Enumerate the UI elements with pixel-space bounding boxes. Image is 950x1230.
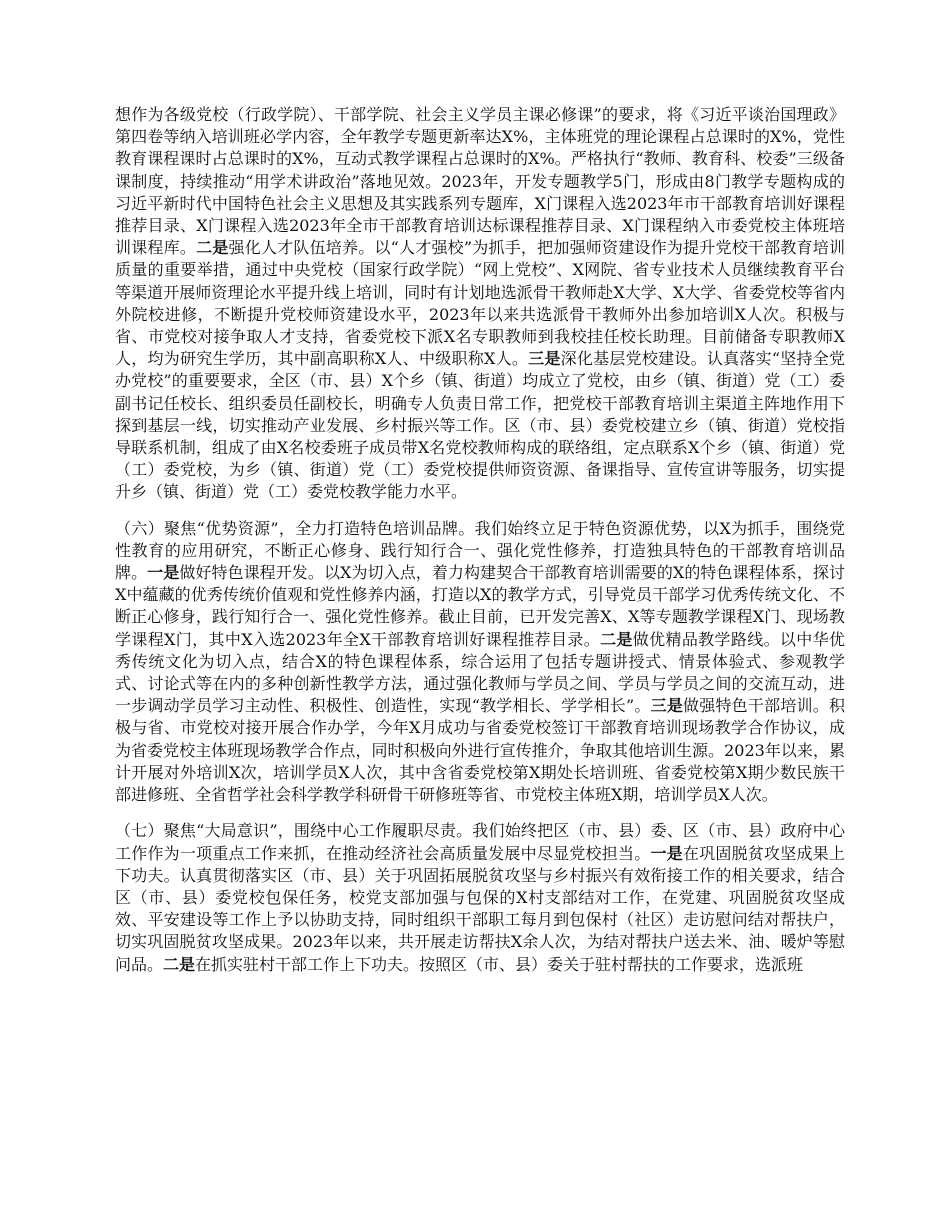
paragraph-text: （六）聚焦“优势资源”，全力打造特色培训品牌。我们始终立足于特色资源优势，以X为抓手，围绕党性教育的应用研究，不断正心修身、践行知行合一、强化党性修养，打造独具特色的干部教育培训品牌。 — [115, 518, 845, 583]
bold-lead-2: 二是 — [196, 238, 229, 258]
paragraph-text: （七）聚焦“大局意识”，围绕中心工作履职尽责。我们始终把区（市、县）委、区（市、县）政府中心工作作为一项重点工作来抓，在推动经济社会高质量发展中尽显党校担当。 — [115, 821, 845, 863]
paragraph-text: 做强特色干部培训。积极与省、市党校对接开展合作办学，今年X月成功与省委党校签订干部教育培训现场教学合作协议，成为省委党校主体班现场教学合作点，同时积极向外进行宣传推介，争取其他培训生源。2023年以来，累计开展对外培训X次，培训学员X人次，其中含省委党校第X期处长培训班、省委党校第X期少数民族干部进修班、全省哲学社会科学教学科研骨干研修班等省、市党校主体班X期，培训学员X人次。 — [115, 696, 845, 805]
bold-lead-3: 三是 — [650, 696, 684, 716]
paragraph-text: 强化人才队伍培养。以“人才强校”为抓手，把加强师资建设作为提升党校干部教育培训质量的重要举措，通过中央党校（国家行政学院）“网上党校”、X网院、省专业技术人员继续教育平台等渠道开展师资理论水平提升线上培训，同时有计划地选派骨干教师赴X大学、X大学、省委党校等省内外院校进修，不断提升党校师资建设水平，2023年以来共选派骨干教师外出参加培训X人次。积极与省、市党校对接争取人才支持，省委党校下派X名专职教师到我校挂任校长助理。目前储备专职教师X人，均为研究生学历，其中副高职称X人、中级职称X人。 — [115, 238, 845, 369]
paragraph-text: 在抓实驻村干部工作上下功夫。按照区（市、县）委关于驻村帮扶的工作要求，选派班 — [195, 954, 804, 974]
paragraph-text: 做优精品教学路线。以中华优秀传统文化为切入点，结合X的特色课程体系，综合运用了包括专题讲授式、情景体验式、参观教学式、讨论式等在内的多种创新性教学方法，通过强化教师与学员之间、学员与学员之间的交流互动，进一步调动学员学习主动性、积极性、创造性，实现“教学相长、学学相长”。 — [115, 629, 845, 716]
paragraph-section-7 — [115, 820, 845, 975]
paragraph-talent-and-grassroots — [115, 104, 845, 504]
paragraph-text: 在巩固脱贫攻坚成果上下功夫。认真贯彻落实区（市、县）关于巩固拓展脱贫攻坚与乡村振兴有效衔接工作的相关要求，结合区（市、县）委党校包保任务，校党支部加强与包保的X村支部结对工作，在党建、巩固脱贫攻坚成效、平安建设等工作上予以协助支持，同时组织干部职工每月到包保村（社区）走访慰问结对帮扶户，切实巩固脱贫攻坚成果。2023年以来，共开展走访帮扶X余人次，为结对帮扶户送去米、油、暖炉等慰问品。 — [115, 843, 845, 974]
document-page — [115, 104, 845, 990]
paragraph-section-6 — [115, 518, 845, 807]
paragraph-text: 深化基层党校建设。认真落实“坚持全党办党校”的重要要求，全区（市、县）X个乡（镇、街道）均成立了党校，由乡（镇、街道）党（工）委副书记任校长、组织委员任副校长，明确专人负责日常工作，把党校干部教育培训主渠道主阵地作用下探到基层一线，切实推动产业发展、乡村振兴等工作。区（市、县）委党校建立乡（镇、街道）党校指导联系机制，组成了由X名校委班子成员带X名党校教师构成的联络组，定点联系X个乡（镇、街道）党（工）委党校，为乡（镇、街道）党（工）委党校提供师资资源、备课指导、宣传宣讲等服务，切实提升乡（镇、街道）党（工）委党校教学能力水平。 — [115, 349, 845, 502]
bold-lead-1: 一是 — [650, 843, 683, 863]
bold-lead-2: 二是 — [163, 954, 196, 974]
bold-lead-3: 三是 — [528, 349, 561, 369]
bold-lead-1: 一是 — [147, 563, 180, 583]
paragraph-text: 做好特色课程开发。以X为切入点，着力构建契合干部教育培训需要的X的特色课程体系，探讨X中蕴藏的优秀传统价值观和党性修养内涵，打造以X的教学方式，引导党员干部学习优秀传统文化、不断正心修身，践行知行合一、强化党性修养。截止目前，已开发完善X、X等专题教学课程X门、现场教学课程X门，其中X入选2023年全X干部教育培训好课程推荐目录。 — [115, 563, 845, 649]
paragraph-text: 想作为各级党校（行政学院）、干部学院、社会主义学员主课必修课”的要求，将《习近平谈治国理政》第四卷等纳入培训班必学内容，全年教学专题更新率达X%，主体班党的理论课程占总课时的X%，党性教育课程课时占总课时的X%，互动式教学课程占总课时的X%。严格执行“教师、教育科、校委”三级备课制度，持续推动“用学术讲政治”落地见效。2023年，开发专题教学5门，形成由8门教学专题构成的习近平新时代中国特色社会主义思想及其实践系列专题库，X门课程入选2023年市干部教育培训好课程推荐目录、X门课程入选2023年全市干部教育培训达标课程推荐目录、X门课程纳入市委党校主体班培训课程库。 — [115, 105, 845, 258]
bold-lead-2: 二是 — [600, 629, 633, 649]
